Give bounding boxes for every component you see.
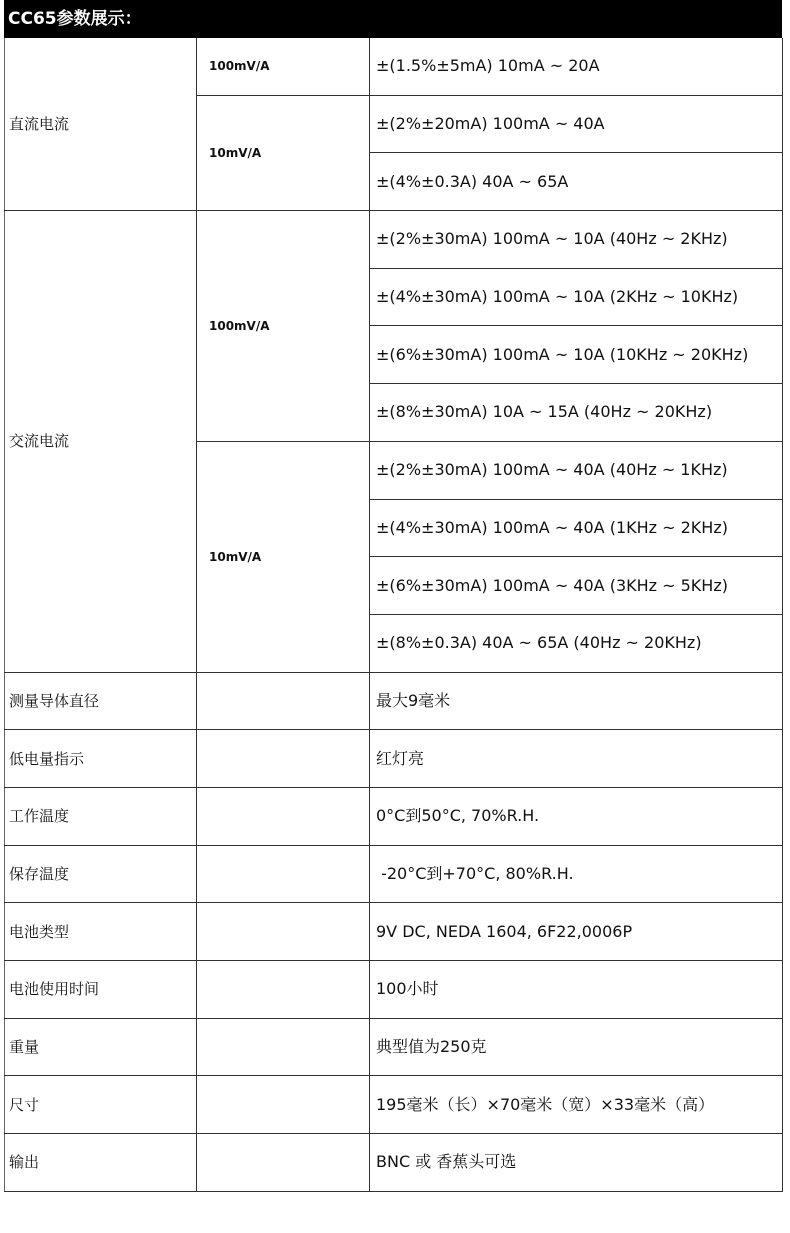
ac-spec: ±(6%±30mA) 100mA ~ 40A (3KHz ~ 5KHz) xyxy=(370,557,783,615)
empty-cell xyxy=(197,787,370,845)
table-row xyxy=(5,1076,783,1134)
row-value: -20°C到+70°C, 80%R.H. xyxy=(370,845,783,903)
table-row xyxy=(5,845,783,903)
table-row xyxy=(5,211,783,269)
dc-spec: ±(1.5%±5mA) 10mA ~ 20A xyxy=(370,38,783,95)
row-value: 0°C到50°C, 70%R.H. xyxy=(370,787,783,845)
empty-cell xyxy=(197,961,370,1019)
row-label: 重量 xyxy=(5,1018,197,1076)
table-row xyxy=(5,672,783,730)
table-row xyxy=(5,787,783,845)
row-label: 保存温度 xyxy=(5,845,197,903)
row-value: BNC 或 香蕉头可选 xyxy=(370,1134,783,1192)
empty-cell xyxy=(197,1076,370,1134)
row-label: 工作温度 xyxy=(5,787,197,845)
ac-spec: ±(6%±30mA) 100mA ~ 10A (10KHz ~ 20KHz) xyxy=(370,326,783,384)
ac-range-10mv: 10mV/A xyxy=(197,441,370,672)
dc-spec: ±(2%±20mA) 100mA ~ 40A xyxy=(370,95,783,153)
ac-spec: ±(2%±30mA) 100mA ~ 40A (40Hz ~ 1KHz) xyxy=(370,441,783,499)
empty-cell xyxy=(197,730,370,788)
dc-range-10mv: 10mV/A xyxy=(197,95,370,210)
empty-cell xyxy=(197,845,370,903)
empty-cell xyxy=(197,1018,370,1076)
row-value: 典型值为250克 xyxy=(370,1018,783,1076)
empty-cell xyxy=(197,1134,370,1192)
row-value: 195毫米（长）×70毫米（宽）×33毫米（高） xyxy=(370,1076,783,1134)
empty-cell xyxy=(197,672,370,730)
spec-table xyxy=(4,38,783,1192)
ac-spec: ±(4%±30mA) 100mA ~ 10A (2KHz ~ 10KHz) xyxy=(370,268,783,326)
row-label: 电池使用时间 xyxy=(5,961,197,1019)
table-row xyxy=(5,730,783,788)
ac-label: 交流电流 xyxy=(5,211,197,673)
ac-spec: ±(8%±0.3A) 40A ~ 65A (40Hz ~ 20KHz) xyxy=(370,614,783,672)
table-row xyxy=(5,961,783,1019)
ac-range-100mv: 100mV/A xyxy=(197,211,370,442)
ac-spec: ±(4%±30mA) 100mA ~ 40A (1KHz ~ 2KHz) xyxy=(370,499,783,557)
ac-spec: ±(2%±30mA) 100mA ~ 10A (40Hz ~ 2KHz) xyxy=(370,211,783,269)
page-title: CC65参数展示： xyxy=(4,0,782,38)
dc-label: 直流电流 xyxy=(5,38,197,211)
dc-spec: ±(4%±0.3A) 40A ~ 65A xyxy=(370,153,783,211)
row-label: 测量导体直径 xyxy=(5,672,197,730)
dc-range-100mv: 100mV/A xyxy=(197,38,370,95)
table-row xyxy=(5,1134,783,1192)
table-row xyxy=(5,903,783,961)
table-row xyxy=(5,1018,783,1076)
row-label: 尺寸 xyxy=(5,1076,197,1134)
row-value: 9V DC, NEDA 1604, 6F22,0006P xyxy=(370,903,783,961)
ac-spec: ±(8%±30mA) 10A ~ 15A (40Hz ~ 20KHz) xyxy=(370,384,783,442)
row-label: 低电量指示 xyxy=(5,730,197,788)
row-value: 100小时 xyxy=(370,961,783,1019)
empty-cell xyxy=(197,903,370,961)
row-label: 电池类型 xyxy=(5,903,197,961)
table-row xyxy=(5,38,783,95)
row-value: 红灯亮 xyxy=(370,730,783,788)
row-label: 输出 xyxy=(5,1134,197,1192)
row-value: 最大9毫米 xyxy=(370,672,783,730)
